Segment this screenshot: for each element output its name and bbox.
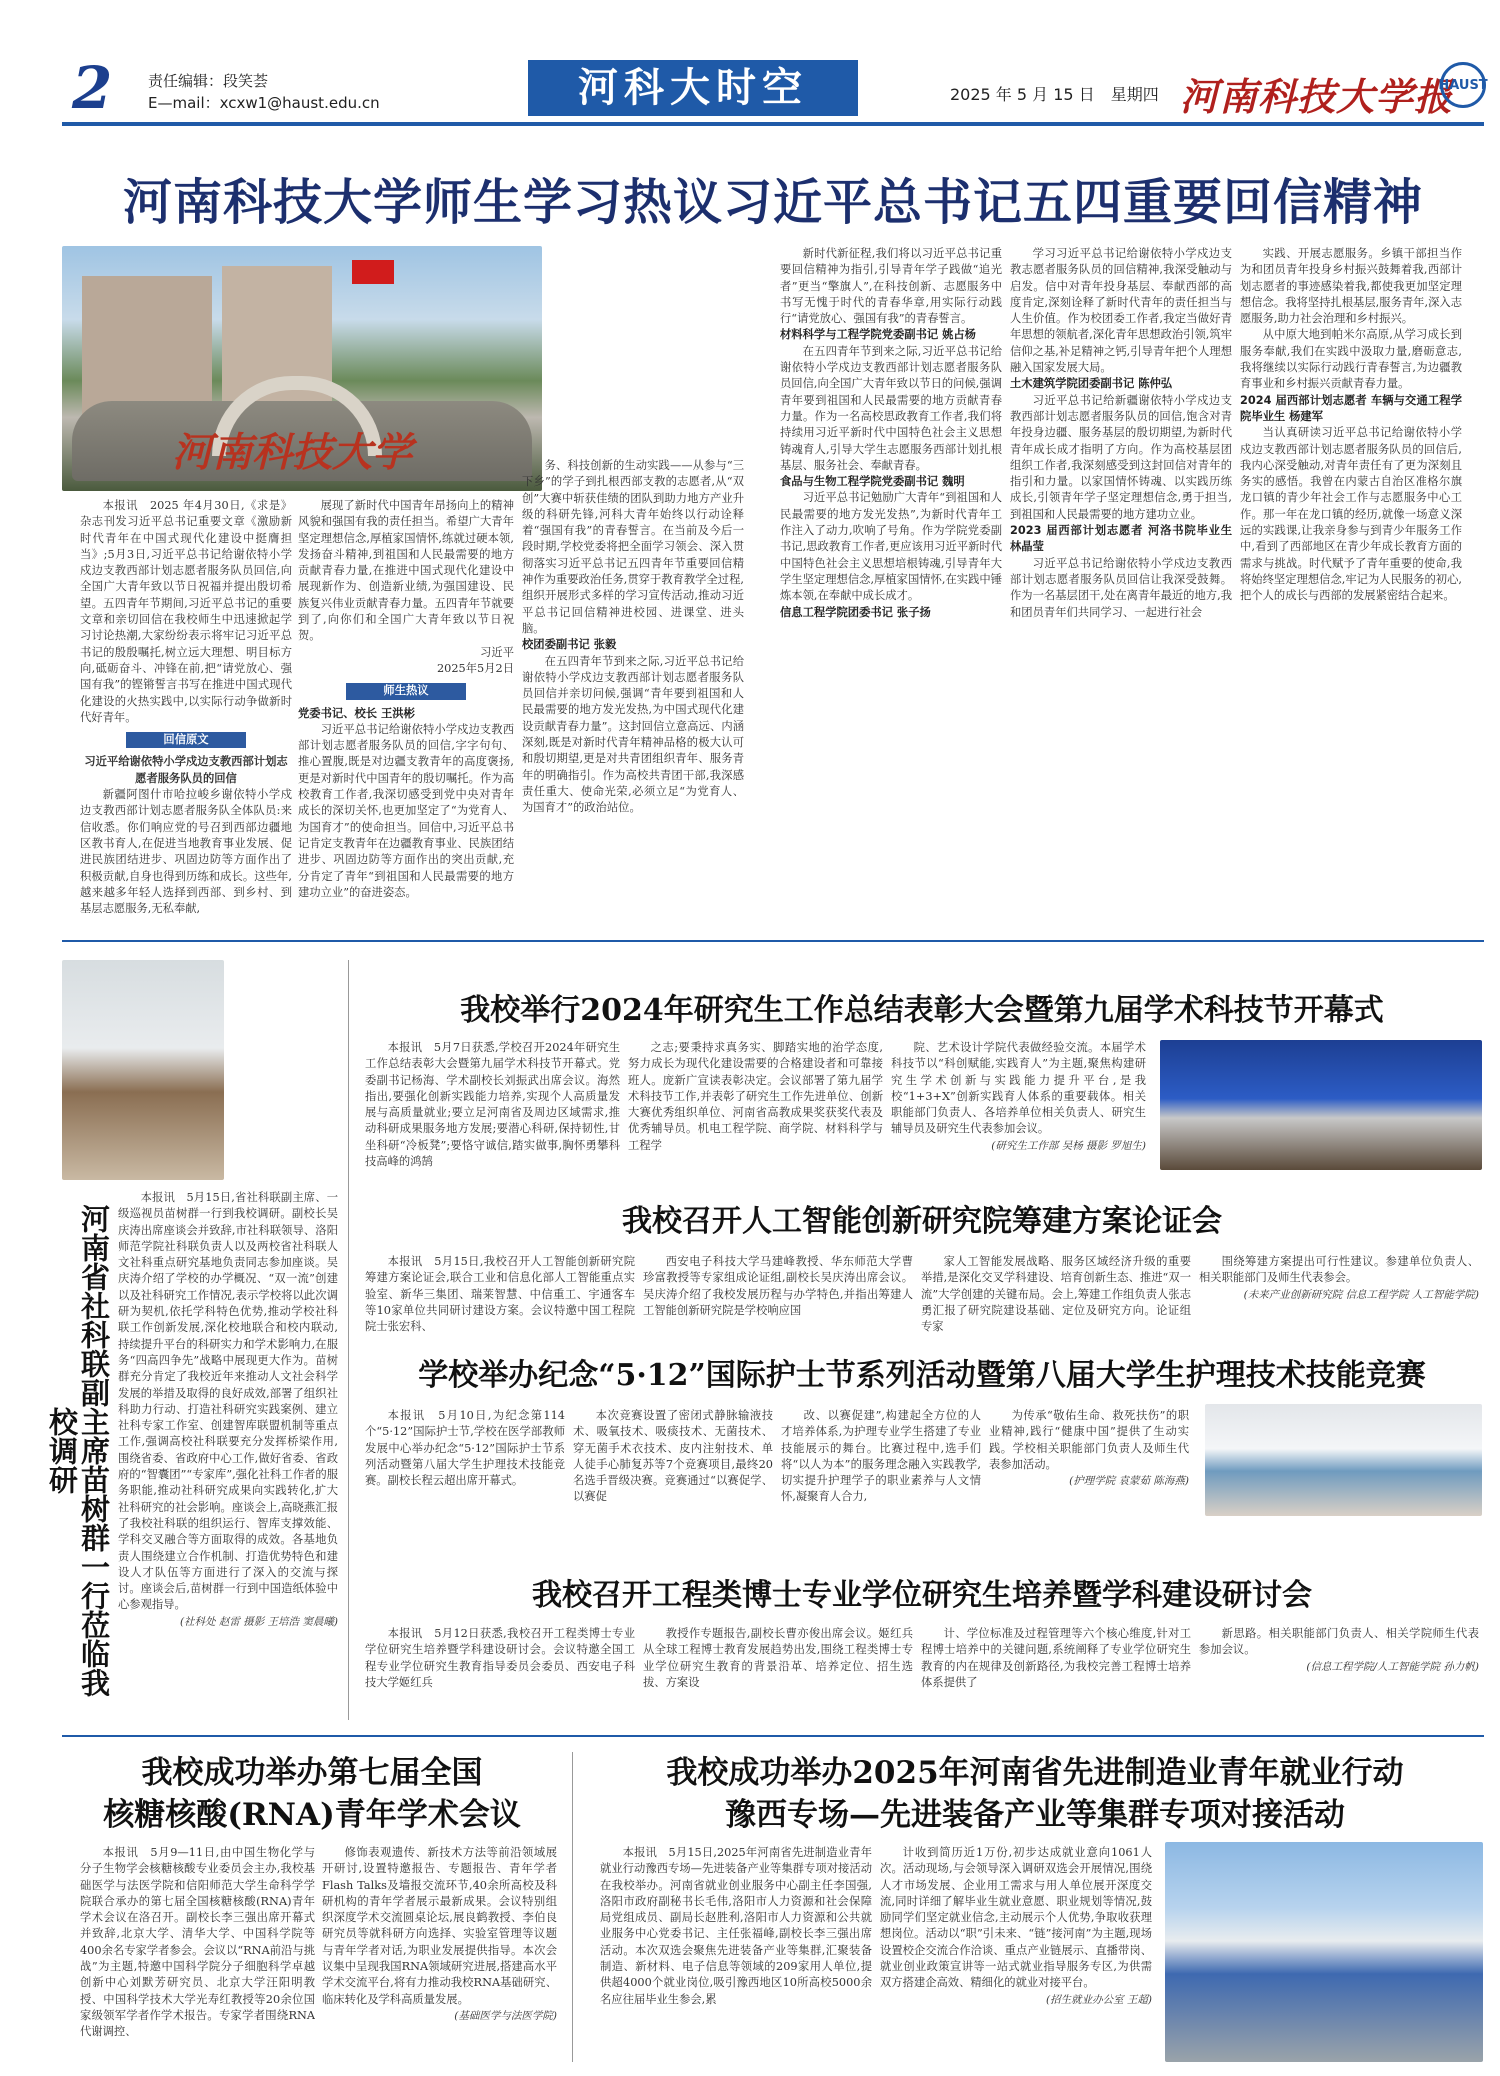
story2-col1-text: 本报讯 5月7日获悉,学校召开2024年研究生工作总结表彰大会暨第九届学术科技节开幕式。党委副书记杨海、学术副校长刘振武出席会议。海然指出,要强化创新实践能力培养,实现个人高质量发展与高质量就业;要立足河南省及周边区域需求,推动科研成果服务地方发展;要潜心科研,保持韧性,甘坐科研“冷板凳”;要恪守诚信,踏实做事,胸怀勇攀科技高峰的鸿鹄 (365, 1041, 620, 1169)
speaker-name: 校团委副书记 张毅 (522, 638, 617, 652)
lead-column-1 (80, 498, 292, 928)
letter-body: 新疆阿图什市哈拉峻乡谢依特小学戍边支教西部计划志愿者服务队全体队员:来信收悉。你们响应党的号召到西部边疆地区教书育人,在促进当地教育事业发展、促进民族团结进步、巩固边防等方面作出了积极贡献,自身也得到历练和成长。这些年,越来越多年轻人选择到西部、到乡村、到基层志愿服务,无私奉献, (80, 788, 292, 916)
story5-col4-text: 新思路。相关职能部门负责人、相关学院师生代表参加会议。 (1199, 1627, 1479, 1657)
nursing-competition-photo (1205, 1404, 1482, 1516)
story3-col2-text: 西安电子科技大学马建峰教授、华东师范大学曹珍富教授等专家组成论证组,副校长吴庆涛出席会议。吴庆涛介绍了我校发展历程与办学特色,并指出筹建人工智能创新研究院是学校响应国 (643, 1255, 913, 1317)
side-story-title: 河南省社科联副主席苗树群一行莅临我校调研 (45, 1203, 111, 1697)
page-number: 2 (72, 54, 113, 122)
story3-credit: (未来产业创新研究院 信息工程学院 人工智能学院) (1243, 1288, 1479, 1301)
lead-col3-text: 务、科技创新的生动实践——从参与“三下乡”的学子到扎根西部支教的志愿者,从“双创”大赛中斩获佳绩的团队到助力地方产业升级的科研先锋,河科大青年始终以行动诠释着“强国有我”的青春誓言。在当前及今后一段时期,学校党委将把全面学习领会、深入贯彻落实习近平总书记五四青年节重要回信精神作为重要政治任务,贯穿于教育教学全过程,组织开展形式多样的学习宣传活动,推动习近平总书记回信精神进校园、进课堂、进头脑。 (522, 459, 744, 635)
story7-headline-line2: 豫西专场—先进装备产业等集群专项对接活动 (725, 1797, 1345, 1833)
column-rule (348, 960, 349, 1720)
story2-column-3 (891, 1040, 1146, 1170)
campus-photo (62, 246, 542, 491)
side-story-credit: (社科处 赵雷 摄影 王培浩 窦晨曦) (179, 1615, 338, 1628)
story4-credit: (护理学院 袁蒙茹 陈海燕) (1069, 1475, 1189, 1488)
speaker-name: 党委书记、校长 王洪彬 (298, 706, 415, 720)
lead-col5-text: 学习习近平总书记给谢依特小学戍边支教志愿者服务队员的回信精神,我深受触动与启发。信中对青年投身基层、奉献西部的高度肯定,深刻诠释了新时代青年的责任担当与人生价值。作为校团委工作者,我定当做好青年思想的领航者,深化青年思想政治引领,筑牢信仰之基,补足精神之钙,引导青年把个人理想融入国家发展大局。 (1010, 247, 1232, 375)
story6-headline (62, 1752, 562, 1836)
lead-col6a-text: 从中原大地到帕米尔高原,从学习成长到服务奉献,我们在实践中汲取力量,磨砺意志,我将继续以实际行动践行青春誓言,为边疆教育事业和乡村振兴贡献青春力量。 (1240, 328, 1462, 391)
speaker-name: 土木建筑学院团委副书记 陈仲弘 (1010, 377, 1173, 391)
story3-column-1 (365, 1254, 635, 1354)
editor-info (148, 70, 380, 114)
lead-column-2 (298, 498, 514, 928)
original-letter-tag: 回信原文 (126, 732, 246, 748)
speaker-name: 信息工程学院团委书记 张子扬 (780, 605, 931, 619)
story2-column-1 (365, 1040, 620, 1170)
section-divider (62, 940, 1484, 942)
speaker-name: 食品与生物工程学院党委副书记 魏明 (780, 475, 965, 489)
story4-column-2 (573, 1408, 773, 1538)
speaker-name: 材料科学与工程学院党委副书记 姚占杨 (780, 328, 976, 342)
story5-column-1 (365, 1626, 635, 1726)
lead-col1-text: 本报讯 2025 年4月30日,《求是》杂志刊发习近平总书记重要文章《激励新时代青年在中国式现代化建设中挺膺担当》;5月3日,习近平总书记给谢依特小学戍边支教西部计划志愿者服务队员回信,向全国广大青年致以节日祝福并提出殷切希望。五四青年节期间,习近平总书记的重要文章和亲切回信在我校师生中迅速掀起学习讨论热潮,大家纷纷表示将牢记习近平总书记的殷殷嘱托,树立远大理想、明目标方向,砥砺奋斗、冲锋在前,把“请党放心、强国有我”的铿锵誓言书写在推进中国式现代化建设的火热实践中,以实际行动争做新时代好青年。 (80, 499, 292, 724)
story4-column-4 (989, 1408, 1189, 1538)
story7-headline-line1: 我校成功举办2025年河南省先进制造业青年就业行动 (666, 1755, 1404, 1791)
issue-date: 2025 年 5 月 15 日 星期四 (950, 85, 1159, 104)
lead-col2b-text: 习近平总书记给谢依特小学戍边支教西部计划志愿者服务队员的回信,字字句句、推心置腹,既是对边疆支教青年的高度褒扬,更是对新时代中国青年的殷切嘱托。作为高校教育工作者,我深切感受到党中央对青年成长的深切关怀,也更加坚定了“为党育人、为国育才”的使命担当。回信中,习近平总书记肯定支教青年在边疆教育事业、民族团结进步、巩固边防等方面作出的突出贡献,充分肯定了青年“到祖国和人民最需要的地方建功立业”的奋进姿态。 (298, 722, 514, 899)
lead-col5a-text: 习近平总书记给新疆谢依特小学戍边支教西部计划志愿者服务队员的回信,饱含对青年投身边疆、服务基层的殷切期望,为新时代青年成长成才指明了方向。作为高校基层团组织工作者,我深刻感受到这封回信对青年的指引和力量。以家国情怀铸魂、以实践历练成长,引领青年学子坚定理想信念,勇于担当,到祖国和人民最需要的地方建功立业。 (1010, 393, 1232, 521)
lead-column-5 (1010, 246, 1232, 926)
section-banner: 河科大时空 (528, 60, 858, 116)
letter-signature: 习近平 (480, 645, 514, 659)
story5-column-2 (643, 1626, 913, 1726)
lead-col5b-text: 习近平总书记给谢依特小学戍边支教西部计划志愿者服务队员回信让我深受鼓舞。作为一名基层团干,处在离青年最近的地方,我和团员青年们共同学习、一起进行社会 (1010, 556, 1232, 619)
lead-col6b-text: 当认真研读习近平总书记给谢依特小学戍边支教西部计划志愿者服务队员的回信后,我内心深受触动,对青年责任有了更为深刻且务实的感悟。我曾在内蒙古自治区准格尔旗龙口镇的青少年社会工作与志愿服务中心工作。那一年在龙口镇的经历,就像一场意义深远的实践课,让我亲身参与到青少年服务工作中,看到了西部地区在青少年成长教育方面的需求与挑战。时代赋予了青年重要的使命,我将始终坚定理想信念,牢记为人民服务的初心,把个人的成长与西部的发展紧密结合起来。 (1240, 426, 1462, 603)
story7-column-1 (600, 1845, 872, 2065)
lead-col4a-text: 在五四青年节到来之际,习近平总书记给谢依特小学戍边支教西部计划志愿者服务队员回信,向全国广大青年致以节日的问候,强调青年要到祖国和人民最需要的地方贡献青春力量。作为一名高校思政教育工作者,我们将持续用习近平新时代中国特色社会主义思想铸魂育人,引导大学生志愿服务西部计划扎根基层、服务社会、奉献青春。 (780, 344, 1002, 472)
side-story-body (118, 1190, 338, 1710)
story5-headline: 我校召开工程类博士专业学位研究生培养暨学科建设研讨会 (532, 1578, 1312, 1613)
story4-col3-text: 改、以赛促建”,构建起全方位的人才培养体系,为护理专业学生搭建了专业技能展示的舞台。比赛过程中,选手们将“以人为本”的服务理念融入实践教学,切实提升护理学子的职业素养与人文情怀,凝聚育人合力, (781, 1409, 981, 1504)
speaker-name: 2023 届西部计划志愿者 河洛书院毕业生 林晶莹 (1010, 524, 1232, 554)
lead-col4-text: 新时代新征程,我们将以习近平总书记重要回信精神为指引,引导青年学子践做“追光者”更当“擎旗人”,在科技创新、志愿服务中书写无愧于时代的青春华章,用实际行动践行“请党放心、强国有我”的青春誓言。 (780, 247, 1002, 326)
story4-col4-text: 为传承“敬佑生命、救死扶伤”的职业精神,践行“健康中国”提供了生动实践。学校相关职能部门负责人及师生代表参加活动。 (989, 1409, 1189, 1471)
university-seal-icon: HAUST (1440, 62, 1486, 108)
story7-col2-text: 计收到简历近1万份,初步达成就业意向1061人次。活动现场,与会领导深入调研双选会开展情况,围绕人才市场发展、企业用工需求与用人单位展开深度交流,同时详细了解毕业生就业意愿、职业规划等情况,鼓励同学们坚定就业信念,主动展示个人优势,争取收获理想岗位。活动以“职”引未来、“链”接河南”为主题,现场设置校企交流合作洽谈、重点产业链展示、直播带岗、就业创业政策宣讲等一站式就业指导服务专区,为供需双方搭建企高效、精细化的就业对接平台。 (880, 1846, 1152, 1990)
story2-col2-text: 之志;要秉持求真务实、脚踏实地的治学态度,努力成长为现代化建设需要的合格建设者和可靠接班人。庞新广宣读表彰决定。会议部署了第九届学术科技节工作,并表彰了研究生工作先进单位、创新大赛优秀组织单位、河南省高教成果奖获奖代表及优秀辅导员。机电工程学院、商学院、材料科学与工程学 (628, 1041, 883, 1152)
story2-headline: 我校举行2024年研究生工作总结表彰大会暨第九届学术科技节开幕式 (460, 993, 1384, 1028)
story6-column-1 (80, 1845, 315, 2065)
story4-column-3 (781, 1408, 981, 1538)
editor-name: 责任编辑：段笑荟 (148, 72, 269, 90)
job-fair-photo (1165, 1842, 1483, 2062)
story2-credit: (研究生工作部 吴杨 摄影 罗旭生) (991, 1139, 1146, 1152)
story4-col2-text: 本次竞赛设置了密闭式静脉输液技术、吸氧技术、吸痰技术、无菌技术、穿无菌手术衣技术、皮内注射技术、单人徒手心肺复苏等7个竞赛项目,最终20名选手晋级决赛。竞赛通过“以赛促学、以赛促 (573, 1409, 773, 1504)
award-ceremony-photo (1160, 1040, 1482, 1170)
letter-date: 2025年5月2日 (436, 661, 514, 675)
story3-col1-text: 本报讯 5月15日,我校召开人工智能创新研究院筹建方案论证会,联合工业和信息化部人工智能重点实验室、新华三集团、瑞莱智慧、中信重工、宇通客车等10家单位共同研讨建设方案。会议特邀中国工程院院士张宏科、 (365, 1255, 635, 1334)
section-divider (62, 1735, 1484, 1737)
story2-col3-text: 院、艺术设计学院代表做经验交流。本届学术科技节以“科创赋能,实践育人”为主题,聚焦构建研究生学术创新与实践能力提升平台,是我校“1+3+X”创新实践育人体系的重要载体。相关职能部门负责人、各培养单位相关负责人、研究生辅导员及研究生代表参加会议。 (891, 1041, 1146, 1136)
story5-column-3 (921, 1626, 1191, 1726)
stone-inscription: 河南科技大学 (172, 429, 412, 476)
column-rule (572, 1752, 573, 2062)
story7-col1-text: 本报讯 5月15日,2025年河南省先进制造业青年就业行动豫西专场—先进装备产业等集群专项对接活动在我校举办。河南省就业创业服务中心副主任李国强,洛阳市政府副秘书长毛伟,洛阳市人力资源和社会保障局党组成员、副局长赵胜利,洛阳市人力资源和公共就业服务中心党委书记、主任张福峰,副校长李三强出席活动。本次双选会聚焦先进装备产业等集群,汇聚装备制造、新材料、电子信息等领域的209家用人单位,提供超4000个就业岗位,吸引豫西地区10所高校5000余名应往届毕业生参会,累 (600, 1846, 872, 2006)
story6-headline-line1: 我校成功举办第七届全国 (141, 1755, 483, 1791)
lead-column-4 (780, 246, 1002, 926)
story3-column-3 (921, 1254, 1191, 1354)
story3-column-2 (643, 1254, 913, 1354)
lead-column-3 (522, 458, 744, 928)
story5-column-4 (1199, 1626, 1479, 1726)
lead-col3b-text: 在五四青年节到来之际,习近平总书记给谢依特小学戍边支教西部计划志愿者服务队员回信并亲切问候,强调“青年要到祖国和人民最需要的地方发光发热,为中国式现代化建设贡献青春力量”。这封回信立意高远、内涵深刻,既是对新时代青年精神品格的极大认可和殷切期望,更是对共青团组织青年、服务青年的明确指引。作为高校共青团干部,我深感责任重大、使命光荣,必须立足“为党育人、为国育才”的政治站位。 (522, 654, 744, 815)
masthead-rule (62, 122, 1484, 126)
story3-column-4 (1199, 1254, 1479, 1354)
side-story-text: 本报讯 5月15日,省社科联副主席、一级巡视员苗树群一行到我校调研。副校长吴庆涛出席座谈会并致辞,市社科联领导、洛阳师范学院社科联负责人以及两校省社科联人文社科重点研究基地负责同志参加座谈。吴庆涛介绍了学校的办学概况、“双一流”创建以及社科研究工作情况,表示学校将以此次调研为契机,依托学科特色优势,推动学校社科联工作创新发展,深化校地联合和校内联动,持续提升平台的科研实力和学术影响力,在服务“四高四争先”战略中展现更大作为。苗树群充分肯定了我校近年来推动人文社会科学发展的举措及取得的良好成效,部署了组织社科助力行动、打造社科研究实践案例、建立社科专家工作室、创建智库联盟机制等重点工作,强调高校社科联要充分发挥桥梁作用,围绕省委、省政府中心工作,做好省委、省政府的“智囊团”“专家库”,强化社科工作者的服务职能,推动社科研究成果向实践转化,扩大社科研究的社会影响。座谈会上,高晓燕汇报了我校社科联的组织运行、智库支撑效能、学科交叉融合等方面取得的成效。各基地负责人围绕建立合作机制、打造优势特色和建设人才队伍等方面进行了深入的交流与探讨。座谈会后,苗树群一行到中国造纸体验中心参观指导。 (118, 1191, 338, 1612)
story5-credit: (信息工程学院/人工智能学院 孙力帆) (1306, 1660, 1479, 1673)
story6-column-2 (322, 1845, 557, 2065)
story4-column-1 (365, 1408, 565, 1538)
story3-col4-text: 围绕筹建方案提出可行性建议。参建单位负责人、相关职能部门及师生代表参会。 (1199, 1255, 1479, 1285)
lead-col6-text: 实践、开展志愿服务。乡镇干部担当作为和团员青年投身乡村振兴鼓舞着我,西部计划志愿者的事迹感染着我,都使我更加坚定理想信念。我将坚持扎根基层,服务青年,深入志愿服务,助力社会治理和乡村振兴。 (1240, 247, 1462, 326)
story6-headline-line2: 核糖核酸(RNA)青年学术会议 (103, 1797, 521, 1833)
story7-column-2 (880, 1845, 1152, 2065)
story5-col1-text: 本报讯 5月12日获悉,我校召开工程类博士专业学位研究生培养暨学科建设研讨会。会议特邀全国工程专业学位研究生教育指导委员会委员、西安电子科技大学姬红兵 (365, 1627, 635, 1689)
meeting-photo (62, 960, 224, 1180)
story4-col1-text: 本报讯 5月10日,为纪念第114个“5·12”国际护士节,学校在医学部教师发展中心举办纪念“5·12”国际护士节系列活动暨第八届大学生护理技术技能竞赛。副校长程云超出席开幕式。 (365, 1409, 565, 1488)
newspaper-logo: 河南科技大学报 (1180, 74, 1454, 119)
lead-headline: 河南科技大学师生学习热议习近平总书记五四重要回信精神 (122, 174, 1423, 231)
teacher-discussion-tag: 师生热议 (346, 683, 466, 699)
story3-headline: 我校召开人工智能创新研究院筹建方案论证会 (622, 1204, 1222, 1239)
story3-col3-text: 家人工智能发展战略、服务区域经济升级的重要举措,是深化交叉学科建设、培育创新生态、推进“双一流”大学创建的关键布局。会上,筹建工作组负责人张志勇汇报了研究院建设基础、定位及研究方向。论证组专家 (921, 1255, 1191, 1334)
story7-headline (585, 1752, 1485, 1836)
story4-headline: 学校举办纪念“5·12”国际护士节系列活动暨第八届大学生护理技术技能竞赛 (418, 1358, 1426, 1393)
story6-col1-text: 本报讯 5月9—11日,由中国生物化学与分子生物学会核糖核酸专业委员会主办,我校基础医学与法医学院和信阳师范大学生命科学学院联合承办的第七届全国核糖核酸(RNA)青年学术会议在洛召开。副校长李三强出席开幕式并致辞,北京大学、清华大学、中国科学院等400余名专家学者参会。会议以“RNA前沿与挑战”为主题,特邀中国科学院分子细胞科学卓越创新中心刘默芳研究员、北京大学汪阳明教授、中国科学技术大学光寿红教授等20余位国家级领军学者作学术报告。专家学者围绕RNA代谢调控、 (80, 1846, 315, 2039)
story5-col2-text: 教授作专题报告,副校长曹亦俊出席会议。姬红兵从全球工程博士教育发展趋势出发,围绕工程类博士专业学位研究生教育的背景沿革、培养定位、招生选拔、方案设 (643, 1627, 913, 1689)
story7-credit: (招生就业办公室 王超) (1045, 1993, 1152, 2006)
speaker-name: 2024 届西部计划志愿者 车辆与交通工程学院毕业生 杨建军 (1240, 393, 1462, 423)
lead-col4b-text: 习近平总书记勉励广大青年“到祖国和人民最需要的地方发光发热”,为新时代青年工作注入了动力,吹响了号角。作为学院党委副书记,思政教育工作者,更应该用习近平新时代中国特色社会主义思想培根铸魂,引导青年大学生坚定理想信念,厚植家国情怀,在实践中锤炼本领,在奉献中成长成才。 (780, 491, 1002, 603)
story5-col3-text: 计、学位标准及过程管理等六个核心维度,针对工程博士培养中的关键问题,系统阐释了专业学位研究生教育的内在规律及创新路径,为我校完善工程博士培养体系提供了 (921, 1627, 1191, 1689)
lead-column-6 (1240, 246, 1462, 926)
lead-col2-text: 展现了新时代中国青年昂扬向上的精神风貌和强国有我的责任担当。希望广大青年坚定理想信念,厚植家国情怀,练就过硬本领,发扬奋斗精神,到祖国和人民最需要的地方贡献青春力量,在推进中国式现代化建设中展现新作为、创造新业绩,为强国建设、民族复兴伟业贡献青春力量。五四青年节就要到了,向你们和全国广大青年致以节日祝贺。 (298, 499, 514, 643)
story2-column-2 (628, 1040, 883, 1170)
editor-email: E—mail：xcxw1@haust.edu.cn (148, 94, 380, 112)
letter-title: 习近平给谢依特小学戍边支教西部计划志愿者服务队员的回信 (84, 755, 288, 785)
story6-col2-text: 修饰表观遗传、新技术方法等前沿领域展开研讨,设置特邀报告、专题报告、青年学者Flash Talks及墙报交流环节,40余所高校及科研机构的青年学者展示最新成果。会议特别组织深度学术交流圆桌论坛,展良鹤教授、李伯良研究员等就科研方向选择、实验室管理等议题与青年学者对话,为职业发展提供指导。本次会议集中呈现我国RNA领域研究进展,搭建高水平学术交流平台,将有力推动我校RNA基础研究、临床转化及学科高质量发展。 (322, 1846, 557, 2006)
story6-credit: (基础医学与法医学院) (454, 2009, 557, 2022)
